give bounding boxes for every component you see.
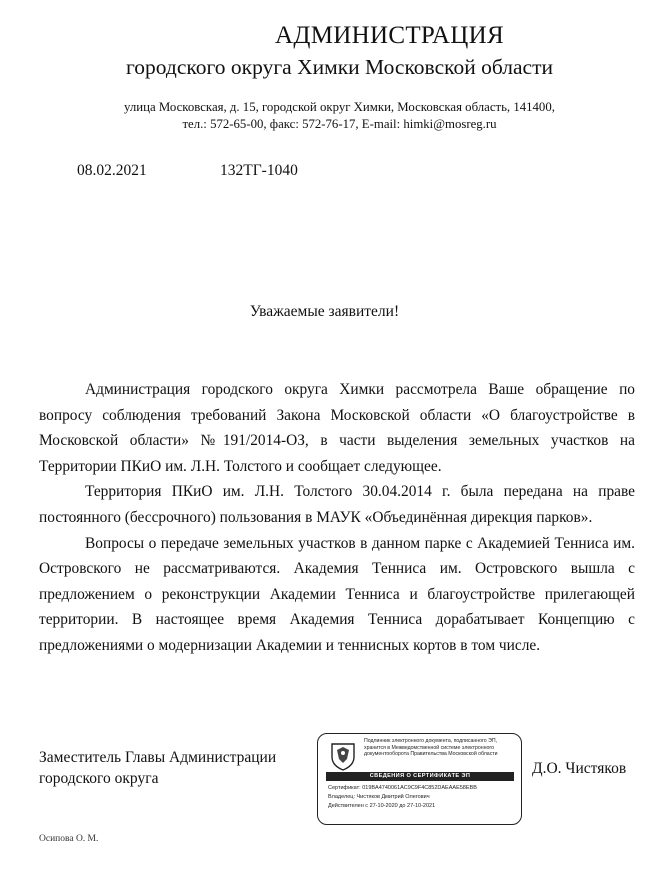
signer-title-line1: Заместитель Главы Администрации <box>39 749 277 766</box>
org-subtitle: городского округа Химки Московской области <box>126 55 553 79</box>
address-line: улица Московская, д. 15, городской округ Химки, Московская область, 141400, <box>124 100 555 114</box>
certificate-validity: Действителен с 27-10-2020 до 27-10-2021 <box>328 803 436 809</box>
certificate-number: Сертификат: 019BA4740061AC9C9F4C852DAEAAE58EBB <box>328 785 477 791</box>
signer-title-line2: городского округа <box>39 770 159 787</box>
executor-name: Осипова О. М. <box>39 834 99 844</box>
certificate-owner: Владелец: Чистяков Дмитрий Олегович <box>328 794 430 800</box>
greeting: Уважаемые заявители! <box>249 303 400 320</box>
signer-title <box>39 747 309 789</box>
coat-of-arms-icon <box>329 741 357 771</box>
contacts-line: тел.: 572-65-00, факс: 572-76-17, E-mail: himki@mosreg.ru <box>182 117 497 131</box>
paragraph-2: Территория ПКиО им. Л.Н. Толстого 30.04.2014 г. была передана на праве постоянного (бессрочного) пользования в МАУК «Объединённая дирекция парков». <box>39 483 635 526</box>
letter-body <box>39 377 635 659</box>
paragraph-3: Вопросы о передаче земельных участков в данном парке с Академией Тенниса им. Островского не рассматриваются. Академия Тенниса им. Островского вышла с предложением о реконструкции Академии Тенниса и благоустройстве прилегающей территории. В настоящее время Академия Тенниса дорабатывает Концепцию с предложениями о модернизации Академии и теннисных кортов в том числе. <box>39 534 635 654</box>
registration-number: 132ТГ-1040 <box>220 162 298 179</box>
document-date: 08.02.2021 <box>77 162 147 179</box>
certificate-info-bar: СВЕДЕНИЯ О СЕРТИФИКАТЕ ЭП <box>326 772 514 781</box>
paragraph-1: Администрация городского округа Химки рассмотрела Ваше обращение по вопросу соблюдения требований Закона Московской области «О благоустройстве в Московской области» №191/2014-ОЗ, в части выделения земельных участков на Территории ПКиО им. Л.Н. Толстого и сообщает следующее. <box>39 381 635 475</box>
signer-name: Д.О. Чистяков <box>532 760 627 777</box>
electronic-signature-stamp <box>317 733 522 825</box>
stamp-note: Подлинник электронного документа, подписанного ЭП, хранится в Межведомственной системе электронного документооборота Правительства Московской области <box>364 738 498 758</box>
org-title: АДМИНИСТРАЦИЯ <box>275 22 504 49</box>
